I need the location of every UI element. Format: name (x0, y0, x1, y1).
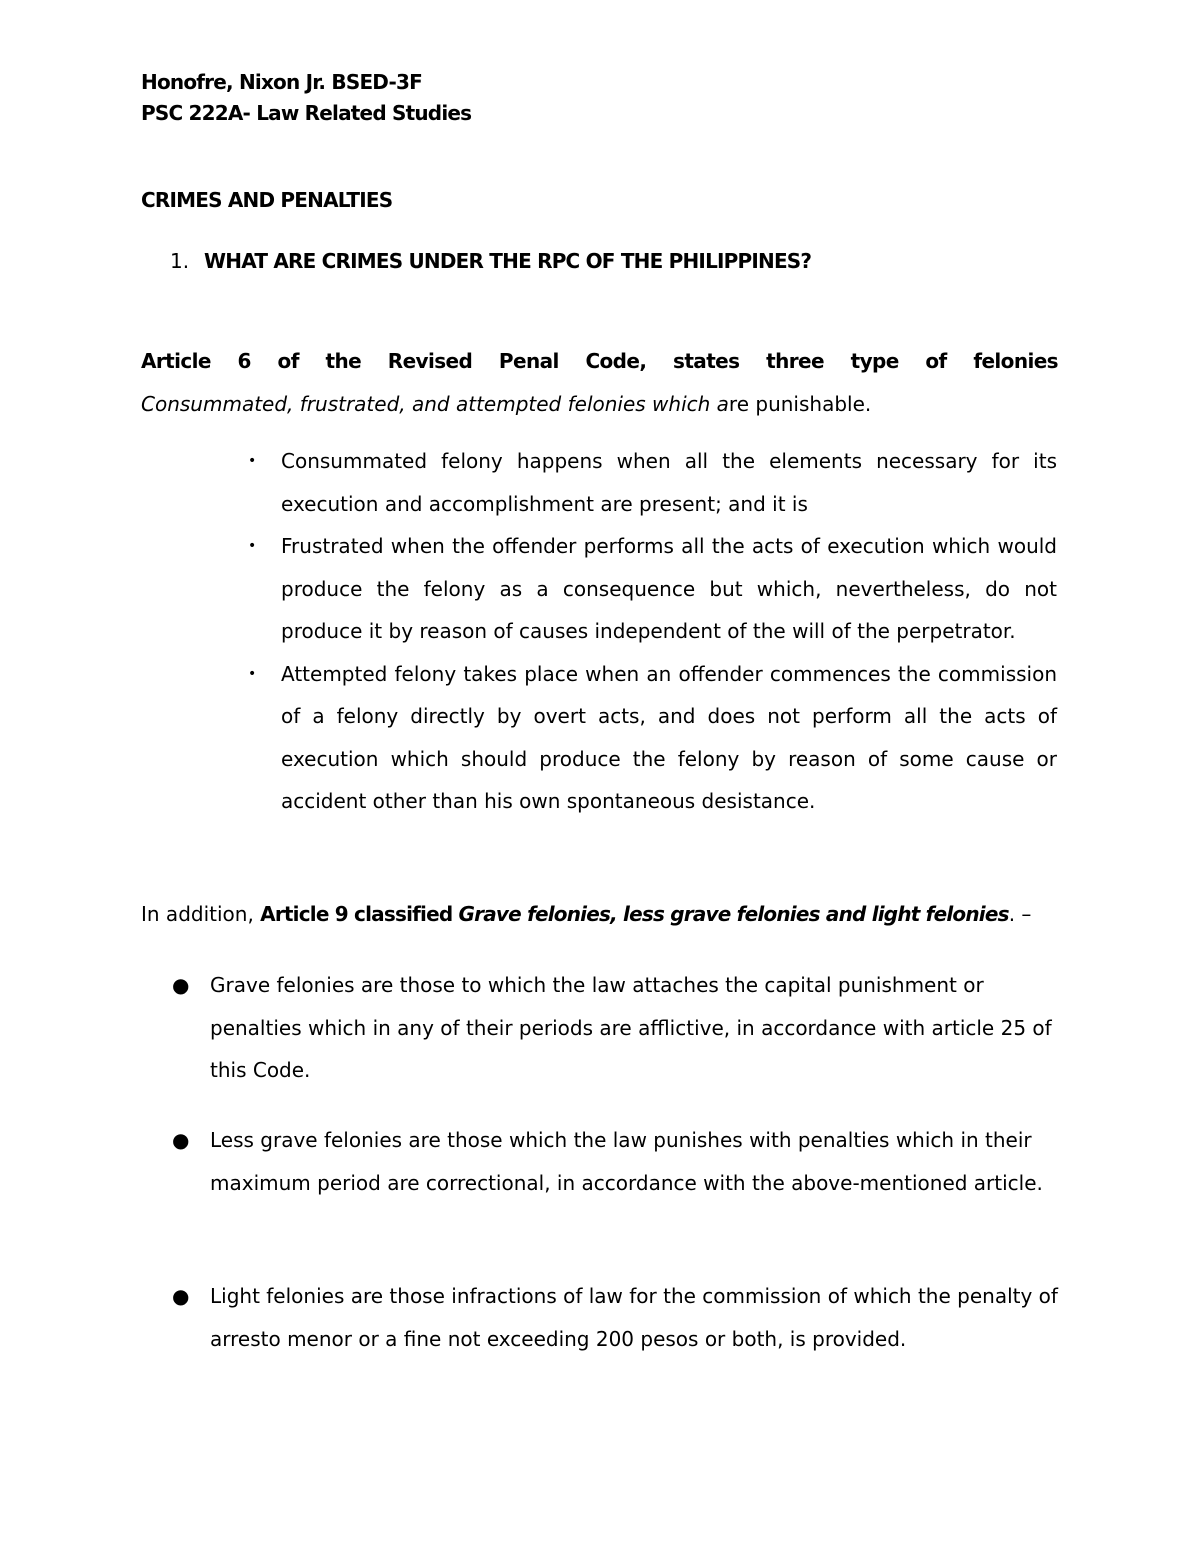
list-item-text: Grave felonies are those to which the law attaches the capital punishment or penalties which in any of their periods are afflictive, in accordance with article 25 of this Code. (210, 973, 1052, 1082)
article9-bold: Article 9 classified (260, 902, 459, 926)
felony-stages-list (248, 440, 1057, 823)
article9-bold-italic: Grave felonies, less grave felonies and light felonies (458, 902, 1009, 926)
student-info: Honofre, Nixon Jr. BSED-3F (141, 70, 422, 94)
article9-lead: In addition, (141, 902, 261, 926)
article6-plain: re punishable. (728, 391, 872, 416)
question-text: WHAT ARE CRIMES UNDER THE RPC OF THE PHILIPPINES? (204, 249, 812, 273)
bullet-icon: • (248, 538, 257, 554)
article9-paragraph (141, 893, 1031, 936)
list-item (172, 1119, 1060, 1204)
list-item (172, 1275, 1060, 1360)
question-heading (170, 249, 811, 273)
bullet-icon: ● (172, 1284, 190, 1308)
bullet-icon: ● (172, 973, 190, 997)
bullet-icon: ● (172, 1128, 190, 1152)
list-item-text: Light felonies are those infractions of law for the commission of which the penalty of arresto menor or a fine not exceeding 200 pesos or both, is provided. (210, 1284, 1058, 1351)
article6-bold: Article 6 of the Revised Penal Code, states three type of felonies (141, 349, 1058, 373)
felony-class-list (172, 1275, 1060, 1360)
list-item-text: Less grave felonies are those which the law punishes with penalties which in their maximum period are correctional, in accordance with the above-mentioned article. (210, 1128, 1043, 1195)
felony-class-list (172, 964, 1060, 1092)
list-item (248, 525, 1057, 653)
document-title: CRIMES AND PENALTIES (141, 188, 393, 212)
list-item-text: Consummated felony happens when all the elements necessary for its execution and accomplishment are present; and it is (281, 449, 1057, 516)
article9-trail: . – (1008, 902, 1032, 926)
bullet-icon: • (248, 453, 257, 469)
bullet-icon: • (248, 665, 257, 682)
felony-class-list (172, 1119, 1060, 1204)
article6-italic: Consummated, frustrated, and attempted felonies which a (141, 391, 729, 416)
list-item (248, 440, 1057, 525)
article6-paragraph (141, 340, 1058, 425)
question-number: 1. (170, 249, 190, 273)
list-item (172, 964, 1060, 1092)
list-item-text: Attempted felony takes place when an offender commences the commission of a felony directly by overt acts, and does not perform all the acts of execution which should produce the felony by reason of some cause or accident other than his own spontaneous desistance. (281, 661, 1057, 813)
list-item (248, 653, 1057, 823)
list-item-text: Frustrated when the offender performs all the acts of execution which would produce the felony as a consequence but which, nevertheless, do not produce it by reason of causes independent of the will of the perpetrator. (281, 534, 1057, 643)
course-info: PSC 222A- Law Related Studies (141, 101, 472, 125)
